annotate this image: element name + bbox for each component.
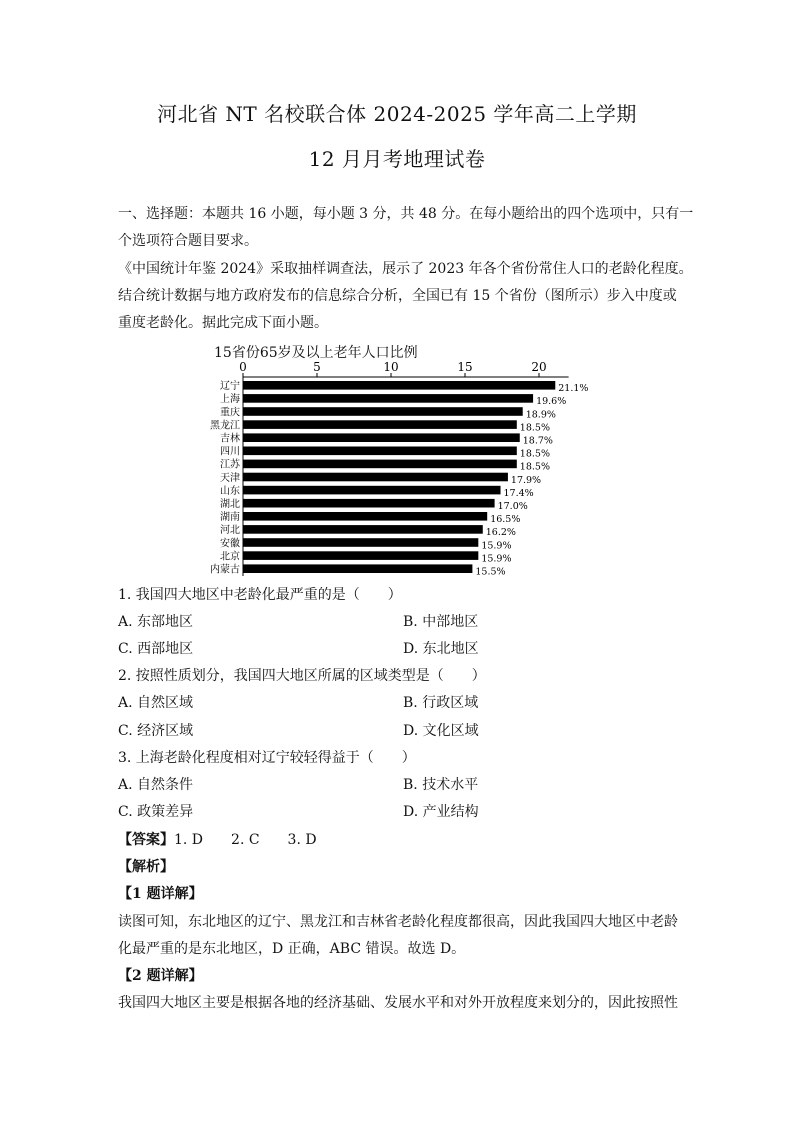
data-label: 18.5% (519, 448, 550, 460)
option-b: B. 行政区域 (403, 695, 479, 711)
page-subtitle: 12 月月考地理试卷 (308, 147, 486, 171)
option-c: C. 经济区域 (118, 723, 194, 739)
q2-explanation-line: 我国四大地区主要是根据各地的经济基础、发展水平和对外开放程度来划分的，因此按照性 (118, 995, 678, 1011)
bar (243, 394, 533, 403)
x-tick-label: 5 (313, 360, 321, 374)
x-tick-label: 10 (383, 360, 399, 374)
q1-explanation-line: 读图可知，东北地区的辽宁、黑龙江和吉林省老龄化程度都很高，因此我国四大地区中老龄 (118, 914, 678, 930)
data-label: 21.1% (558, 383, 589, 395)
y-category-label: 上海 (220, 394, 240, 406)
data-label: 18.9% (525, 409, 556, 421)
y-category-label: 辽宁 (220, 381, 240, 393)
data-label: 17.0% (497, 501, 528, 512)
y-category-label: 安徽 (220, 538, 240, 550)
y-category-label: 吉林 (220, 433, 240, 445)
y-category-label: 山东 (220, 485, 240, 497)
instructions-line: 一、选择题：本题共 16 小题，每小题 3 分，共 48 分。在每小题给出的四个选项中，只有一 (118, 206, 694, 222)
material-line: 《中国统计年鉴 2024》采取抽样调查法，展示了 2023 年各个省份常住人口的老龄化程度。 (118, 261, 693, 277)
option-a: A. 自然条件 (118, 777, 194, 793)
data-label: 16.5% (490, 514, 521, 526)
answer-label: 【答案】 (118, 832, 174, 848)
bar (243, 525, 483, 534)
bar (243, 420, 517, 429)
y-category-label: 天津 (220, 472, 240, 484)
data-label: 15.9% (481, 553, 512, 565)
material-line: 重度老龄化。据此完成下面小题。 (118, 315, 328, 331)
option-c: C. 政策差异 (118, 804, 194, 820)
chart-svg (196, 338, 616, 578)
question-stem: 1. 我国四大地区中老龄化最严重的是（ ） (118, 587, 402, 603)
data-label: 17.4% (503, 487, 534, 499)
option-a: A. 自然区域 (118, 695, 194, 711)
bar (243, 473, 508, 482)
data-label: 17.9% (510, 474, 542, 486)
bar (243, 551, 478, 560)
question-stem: 2. 按照性质划分，我国四大地区所属的区域类型是（ ） (118, 668, 486, 684)
q1-explanation-line: 化最严重的是东北地区，D 正确，ABC 错误。故选 D。 (118, 941, 466, 957)
y-category-label: 黑龙江 (210, 420, 240, 432)
page-title: 河北省 NT 名校联合体 2024-2025 学年高二上学期 (157, 102, 637, 126)
bar (243, 486, 501, 495)
answer-items: 1. D 2. C 3. D (174, 832, 317, 848)
y-category-label: 湖北 (220, 499, 240, 510)
data-label: 15.9% (481, 540, 512, 552)
y-category-label: 北京 (220, 551, 240, 563)
x-tick-label: 0 (239, 360, 247, 374)
bar (243, 447, 517, 456)
q2-explanation-label: 【2 题详解】 (118, 968, 203, 984)
x-tick-label: 15 (457, 360, 473, 374)
option-d: D. 文化区域 (403, 723, 479, 739)
option-b: B. 中部地区 (403, 614, 479, 630)
bar-chart (196, 338, 616, 578)
bar (243, 499, 495, 508)
y-category-label: 湖南 (220, 512, 240, 524)
bar (243, 460, 517, 469)
answer-line (118, 830, 317, 850)
y-category-label: 河北 (220, 525, 240, 537)
bar (243, 538, 478, 547)
data-label: 18.7% (522, 435, 553, 447)
data-label: 18.5% (519, 461, 550, 473)
y-category-label: 四川 (220, 446, 240, 458)
y-category-label: 内蒙古 (210, 564, 240, 576)
bar (243, 381, 555, 390)
option-c: C. 西部地区 (118, 641, 194, 657)
material-line: 结合统计数据与地方政府发布的信息综合分析，全国已有 15 个省份（图所示）步入中度或 (118, 288, 677, 304)
option-b: B. 技术水平 (403, 777, 479, 793)
chart-title: 15省份65岁及以上老年人口比例 (214, 345, 418, 361)
x-tick-label: 20 (531, 360, 547, 374)
option-d: D. 东北地区 (403, 641, 479, 657)
data-label: 16.2% (485, 527, 516, 539)
bar (243, 407, 523, 416)
bar (243, 433, 520, 442)
q1-explanation-label: 【1 题详解】 (118, 886, 203, 902)
y-category-label: 重庆 (220, 407, 240, 419)
option-d: D. 产业结构 (403, 804, 479, 820)
data-label: 15.5% (475, 566, 506, 578)
bar (243, 564, 472, 573)
data-label: 18.5% (519, 422, 550, 434)
question-stem: 3. 上海老龄化程度相对辽宁较轻得益于（ ） (118, 750, 416, 766)
bar (243, 512, 487, 521)
instructions-line: 个选项符合题目要求。 (118, 233, 258, 249)
analysis-label: 【解析】 (118, 859, 174, 875)
data-label: 19.6% (536, 396, 567, 408)
option-a: A. 东部地区 (118, 614, 194, 630)
y-category-label: 江苏 (220, 459, 240, 471)
